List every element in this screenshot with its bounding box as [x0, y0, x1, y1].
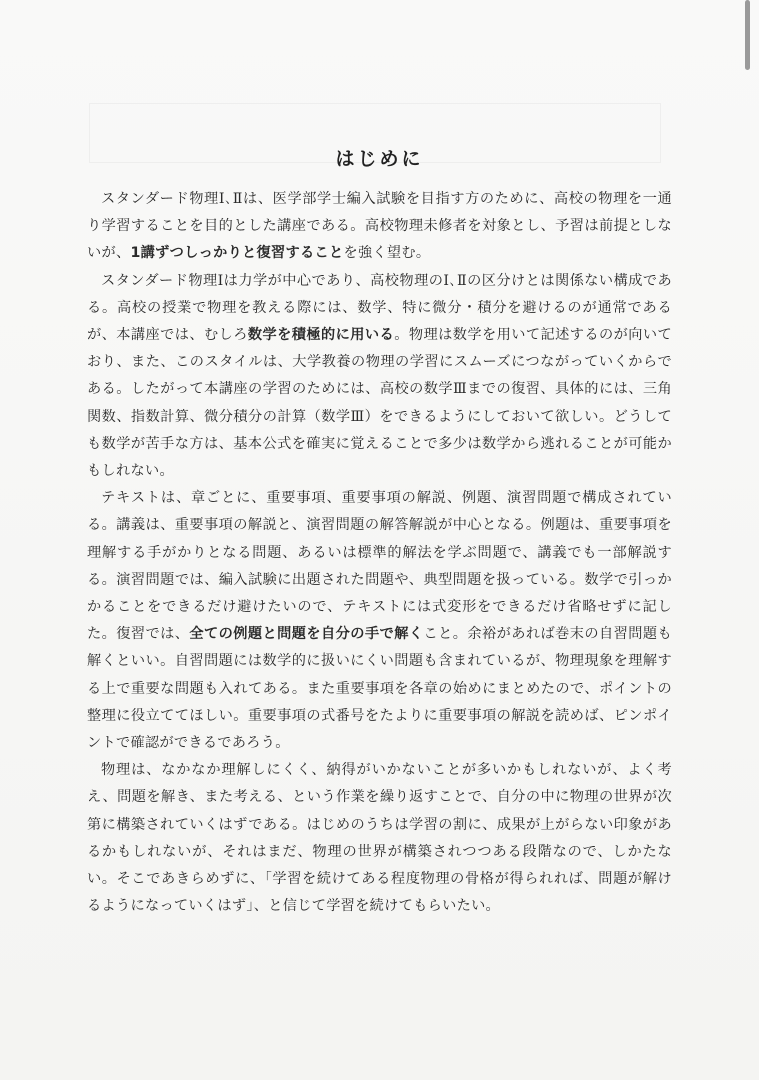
text-run: こと。余裕があれば巻末の自習問題も解くといい。自習問題には数学的に扱いにくい問題も含まれているが、物理現象を理解する上で重要な問題も入れてある。また重要事項を各章の始めにまとめたので、ポイントの整理に役立ててほしい。重要事項の式番号をたよりに重要事項の解説を読めば、ピンポイントで確認ができるであろう。	[87, 626, 672, 752]
paragraph	[87, 186, 672, 268]
text-run: を強く望む。	[343, 245, 431, 262]
emphasis-text: 全ての例題と問題を自分の手で解く	[189, 626, 424, 643]
emphasis-text: 数学を積極的に用いる	[247, 327, 395, 344]
text-run: 。物理は数学を用いて記述するのが向いており、また、このスタイルは、大学教養の物理の学習にスムーズにつながっていくからである。したがって本講座の学習のためには、高校の数学Ⅲまでの復習、具体的には、三角関数、指数計算、微分積分の計算（数学Ⅲ）をできるようにしておいて欲しい。どうしても数学が苦手な方は、基本公式を確実に覚えることで多少は数学から逃れることが可能かもしれない。	[87, 327, 672, 480]
page-title: はじめに	[335, 147, 424, 170]
body-text	[87, 186, 672, 920]
text-run: テキストは、章ごとに、重要事項、重要事項の解説、例題、演習問題で構成されている。講義は、重要事項の解説と、演習問題の解答解説が中心となる。例題は、重要事項を理解する手がかりとなる問題、あるいは標準的解法を学ぶ問題で、講義でも一部解説する。演習問題では、編入試験に出題された問題や、典型問題を扱っている。数学で引っかかることをできるだけ避けたいので、テキストには式変形をできるだけ省略せずに記した。復習では、	[87, 490, 672, 643]
paragraph	[87, 757, 672, 920]
text-run: 物理は、なかなか理解しにくく、納得がいかないことが多いかもしれないが、よく考え、問題を解き、また考える、という作業を繰り返すことで、自分の中に物理の世界が次第に構築されていくはずである。はじめのうちは学習の割に、成果が上がらない印象があるかもしれないが、それはまだ、物理の世界が構築されつつある段階なので、しかたない。そこであきらめずに、「学習を続けてある程度物理の骨格が得られれば、問題が解けるようになっていくはず」、と信じて学習を続けてもらいたい。	[87, 762, 672, 915]
text-run: スタンダード物理Ⅰ､Ⅱは、医学部学士編入試験を目指す方のために、高校の物理を一通り学習することを目的とした講座である。高校物理未修者を対象とし、予習は前提としないが、	[87, 191, 672, 262]
scrollbar-thumb[interactable]	[745, 0, 750, 70]
emphasis-text: 1講ずつしっかりと復習すること	[130, 245, 344, 262]
paragraph	[87, 485, 672, 757]
paragraph	[87, 268, 672, 486]
text-run: スタンダード物理Ⅰは力学が中心であり、高校物理のⅠ､Ⅱの区分けとは関係ない構成である。高校の授業で物理を教える際には、数学、特に微分・積分を避けるのが通常であるが、本講座では、むしろ	[87, 272, 672, 344]
